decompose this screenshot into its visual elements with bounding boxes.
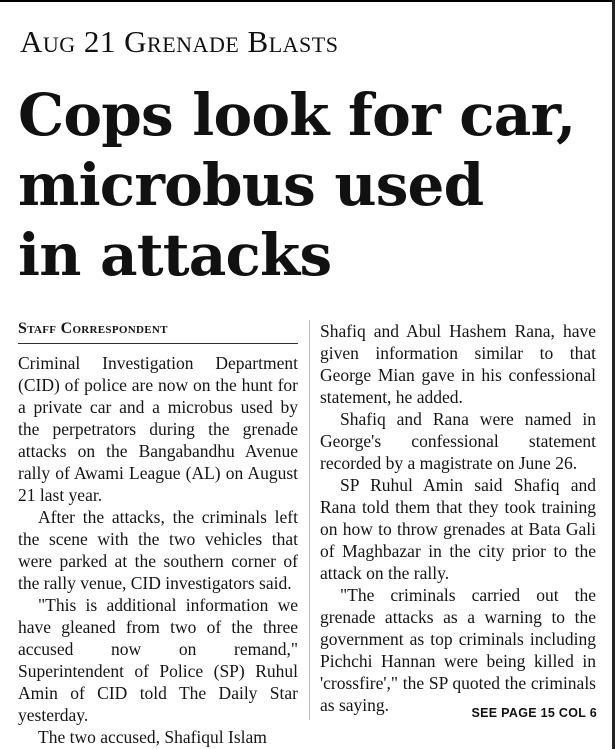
headline-line-1: Cops look for car,: [18, 81, 576, 149]
headline: [18, 80, 608, 290]
jump-line: SEE PAGE 15 COL 6: [471, 706, 597, 720]
paragraph: "The criminals carried out the grenade attacks as a warning to the government as top criminals including Pichchi Hannan were being killed in 'crossfire'," the SP quoted the criminals as saying.: [320, 585, 596, 715]
paragraph: After the attacks, the criminals left the scene with the two vehicles that were parked at the southern corner of the rally venue, CID investigators said.: [18, 507, 298, 593]
headline-line-2: microbus used: [18, 151, 484, 219]
paragraph: SP Ruhul Amin said Shafiq and Rana told them that they took training on how to throw grenades at Bata Gali of Maghbazar in the city prior to the attack on the rally.: [320, 475, 596, 583]
paragraph: Criminal Investigation Department (CID) of police are now on the hunt for a private car and a microbus used by the perpetrators during the grenade attacks on the Bangabandhu Avenue rally of Awami League (AL) on August 21 last year.: [18, 353, 298, 505]
byline: Staff Correspondent: [18, 320, 298, 344]
paragraph: The two accused, Shafiqul Islam: [38, 727, 267, 747]
top-rule: [0, 0, 615, 2]
article-column-right: [320, 320, 596, 716]
paragraph: Shafiq and Abul Hashem Rana, have given information similar to that George Mian gave in his confessional statement, he added.: [320, 321, 596, 407]
paragraph: "This is additional information we have gleaned from two of the three accused now on remand," Superintendent of Police (SP) Ruhul Amin of CID told The Daily Star yesterday.: [18, 595, 298, 725]
kicker: Aug 21 Grenade Blasts: [20, 24, 339, 59]
article-column-left: [18, 320, 298, 748]
headline-line-3: in attacks: [18, 221, 332, 289]
paragraph: Shafiq and Rana were named in George's confessional statement recorded by a magistrate on June 26.: [320, 409, 596, 473]
column-divider: [309, 320, 310, 720]
